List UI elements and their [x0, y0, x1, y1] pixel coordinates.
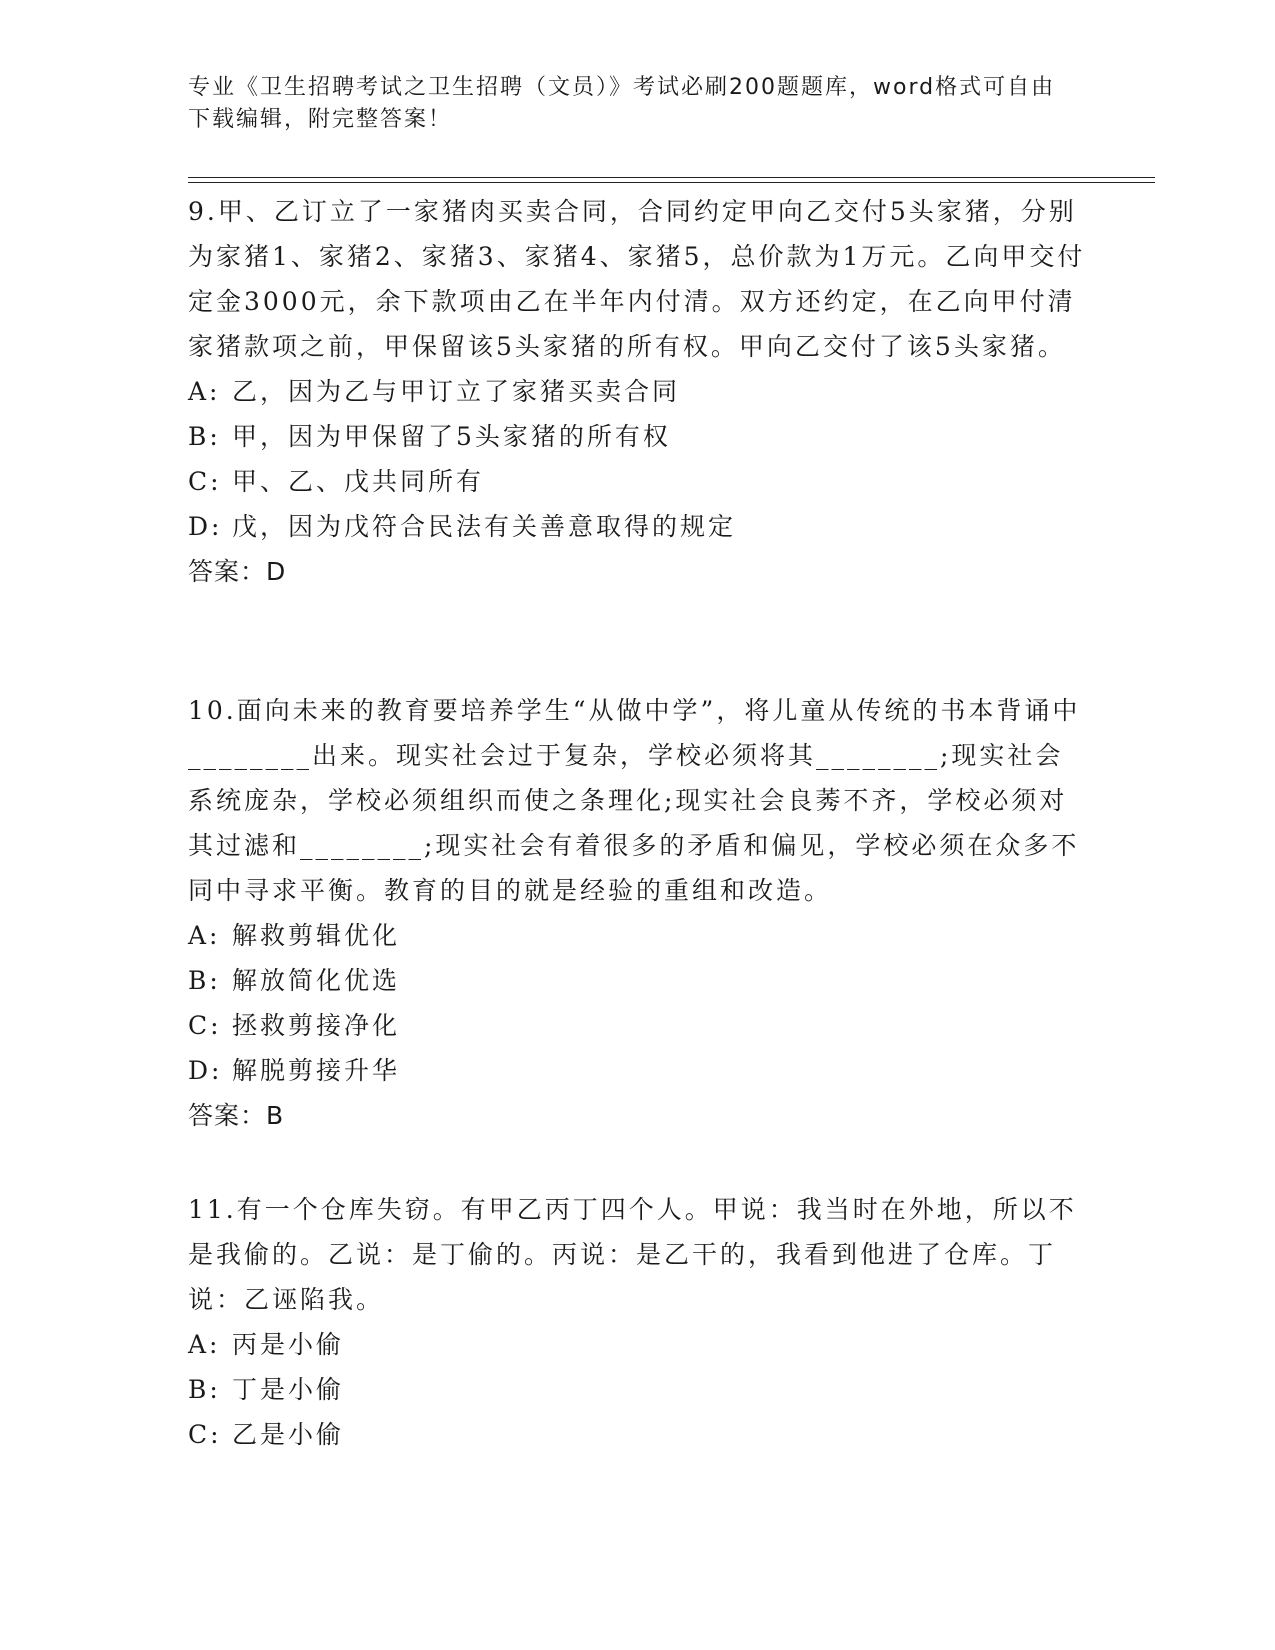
option-text: 戊，因为戊符合民法有关善意取得的规定 — [232, 512, 737, 541]
option-d — [188, 504, 1088, 549]
option-text: 解脱剪接升华 — [232, 1056, 401, 1085]
option-text: 解放简化优选 — [232, 966, 401, 995]
option-text: 丁是小偷 — [232, 1375, 345, 1404]
option-letter: C: — [188, 467, 222, 496]
option-letter: B: — [188, 422, 221, 451]
question-stem: 10.面向未来的教育要培养学生“从做中学”，将儿童从传统的书本背诵中________出来。现实社会过于复杂，学校必须将其________;现实社会系统庞杂，学校必须组织而使之条理化;现实社会良莠不齐，学校必须对其过滤和________;现实社会有着很多的矛盾和偏见，学校必须在众多不同中寻求平衡。教育的目的就是经验的重组和改造。 — [188, 696, 1081, 905]
header-divider-bottom — [188, 182, 1155, 183]
header-divider-top — [188, 177, 1155, 178]
question-11 — [188, 1187, 1088, 1457]
option-a — [188, 369, 1088, 414]
option-b — [188, 414, 1088, 459]
option-c — [188, 1003, 1088, 1048]
option-text: 乙，因为乙与甲订立了家猪买卖合同 — [232, 377, 681, 406]
question-10 — [188, 688, 1088, 1138]
option-b — [188, 1367, 1088, 1412]
answer-line: 答案：D — [188, 557, 287, 586]
question-stem: 11.有一个仓库失窃。有甲乙丙丁四个人。甲说：我当时在外地，所以不是我偷的。乙说：是丁偷的。丙说：是乙干的，我看到他进了仓库。丁说：乙诬陷我。 — [188, 1195, 1077, 1314]
option-text: 拯救剪接净化 — [232, 1011, 401, 1040]
answer-line: 答案：B — [188, 1101, 285, 1130]
option-letter: A: — [188, 1330, 221, 1359]
option-letter: A: — [188, 377, 221, 406]
question-9 — [188, 189, 1088, 594]
option-b — [188, 958, 1088, 1003]
option-letter: D: — [188, 1056, 223, 1085]
option-d — [188, 1048, 1088, 1093]
option-text: 丙是小偷 — [232, 1330, 345, 1359]
option-letter: A: — [188, 921, 221, 950]
option-letter: B: — [188, 966, 221, 995]
option-a — [188, 913, 1088, 958]
option-c — [188, 459, 1088, 504]
option-text: 甲、乙、戊共同所有 — [232, 467, 485, 496]
option-letter: C: — [188, 1011, 222, 1040]
question-stem: 9.甲、乙订立了一家猪肉买卖合同，合同约定甲向乙交付5头家猪，分别为家猪1、家猪2、家猪3、家猪4、家猪5，总价款为1万元。乙向甲交付定金3000元，余下款项由乙在半年内付清。双方还约定，在乙向甲付清家猪款项之前，甲保留该5头家猪的所有权。甲向乙交付了该5头家猪。 — [188, 197, 1086, 361]
option-letter: D: — [188, 512, 223, 541]
document-header: 专业《卫生招聘考试之卫生招聘（文员）》考试必刷200题题库，word格式可自由下载编辑，附完整答案！ — [188, 75, 1056, 132]
option-letter: B: — [188, 1375, 221, 1404]
option-text: 甲，因为甲保留了5头家猪的所有权 — [232, 422, 671, 451]
option-c — [188, 1412, 1088, 1457]
option-text: 解救剪辑优化 — [232, 921, 401, 950]
option-a — [188, 1322, 1088, 1367]
option-text: 乙是小偷 — [232, 1420, 345, 1449]
option-letter: C: — [188, 1420, 222, 1449]
